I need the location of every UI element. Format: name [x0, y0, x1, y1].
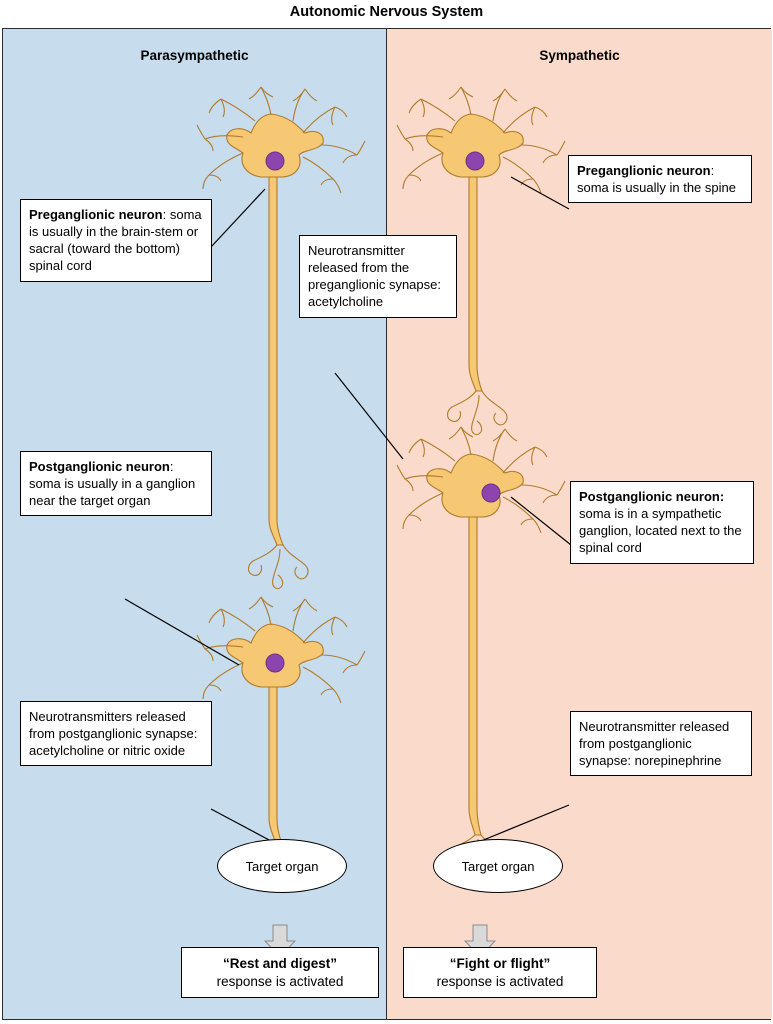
- callout-title: Postganglionic neuron: [29, 459, 170, 474]
- callout-text: soma is in a sympathetic ganglion, located next to the spinal cord: [579, 506, 742, 556]
- callout-sympathetic-preganglionic: [568, 155, 752, 203]
- callout-text: : soma is usually in the spine: [577, 163, 736, 196]
- callout-parasympathetic-preganglionic: [20, 199, 212, 282]
- callout-title: Preganglionic neuron: [29, 207, 163, 222]
- callout-text: Neurotransmitter released from postganglionic synapse: norepinephrine: [579, 719, 730, 769]
- leader-symp-nt: [481, 805, 569, 841]
- target-organ-sympathetic: Target organ: [433, 839, 563, 893]
- page-title: Autonomic Nervous System: [289, 4, 484, 20]
- leader-shared-nt-right: [335, 373, 403, 459]
- callout-text: Neurotransmitters released from postganglionic synapse: acetylcholine or nitric oxide: [29, 709, 198, 759]
- response-text: response is activated: [436, 973, 564, 989]
- response-label: “Rest and digest”: [222, 956, 338, 971]
- parasympathetic-preganglionic-neuron: [197, 87, 365, 589]
- sympathetic-postganglionic-neuron: [397, 427, 565, 875]
- callout-text: Neurotransmitter released from the preganglionic synapse: acetylcholine: [308, 243, 441, 310]
- response-sympathetic: [403, 947, 597, 998]
- leader-para-nt: [211, 809, 271, 841]
- callout-text: : soma is usually in the brain-stem or sacral (toward the bottom) spinal cord: [29, 207, 202, 274]
- callout-title: Postganglionic neuron:: [579, 489, 725, 504]
- response-text: response is activated: [216, 973, 344, 989]
- column-header-parasympathetic: Parasympathetic: [140, 48, 249, 63]
- callout-text: : soma is usually in a ganglion near the target organ: [29, 459, 196, 509]
- target-organ-parasympathetic: Target organ: [217, 839, 347, 893]
- leader-para-pre: [211, 189, 265, 247]
- callout-sympathetic-postganglionic-nt: [570, 711, 752, 776]
- column-header-sympathetic: Sympathetic: [539, 48, 620, 63]
- diagram-frame: [2, 28, 771, 1020]
- leader-symp-pre: [511, 177, 569, 209]
- callout-title: Preganglionic neuron: [577, 163, 711, 178]
- callout-parasympathetic-postganglionic-nt: [20, 701, 212, 766]
- response-parasympathetic: [181, 947, 379, 998]
- callout-preganglionic-neurotransmitter: [299, 235, 457, 318]
- response-label: “Fight or flight”: [449, 956, 551, 971]
- callout-parasympathetic-postganglionic: [20, 451, 212, 516]
- callout-sympathetic-postganglionic: [570, 481, 754, 564]
- leader-symp-post: [511, 497, 571, 545]
